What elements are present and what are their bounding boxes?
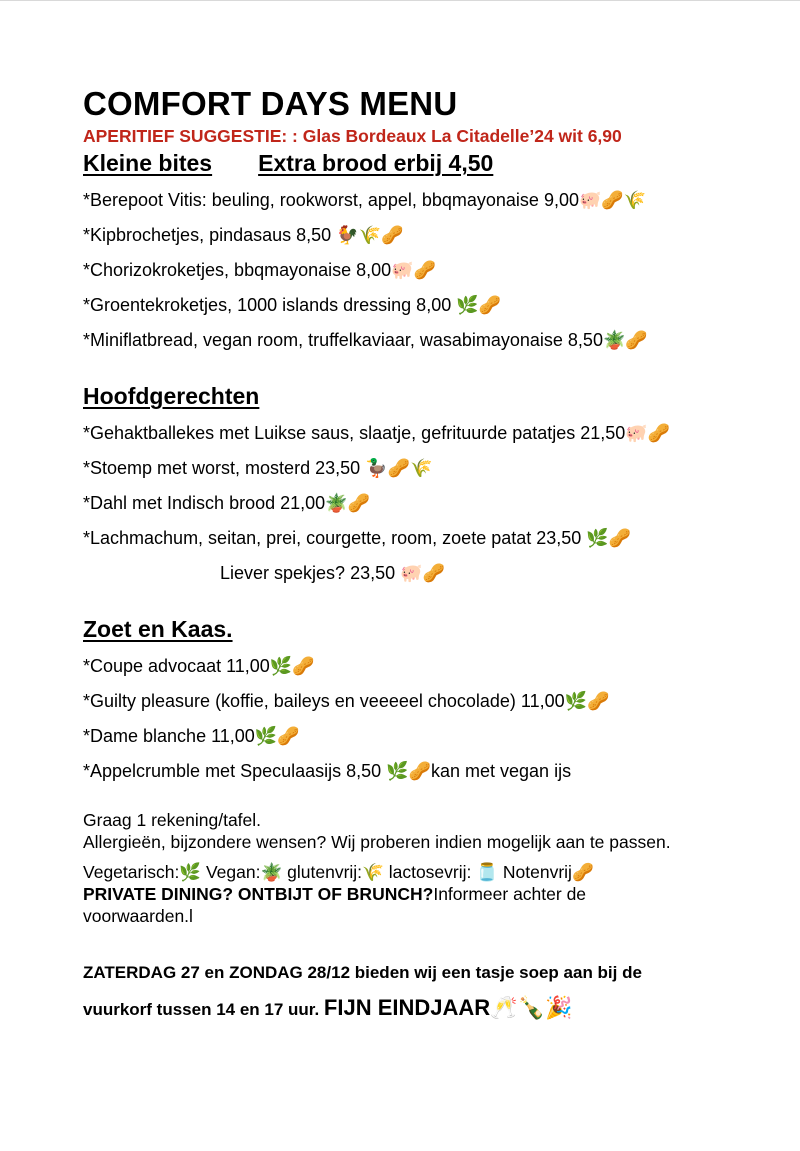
kleine-bites-list	[83, 189, 783, 352]
menu-item	[83, 224, 783, 247]
menu-item	[83, 690, 783, 713]
menu-item	[83, 760, 783, 783]
allergen-icons: 🪴🥜	[602, 330, 648, 350]
item-text: *Kipbrochetjes, pindasaus 8,50	[83, 225, 337, 245]
menu-item	[83, 457, 783, 480]
menu-item	[83, 422, 783, 445]
announcement-line1: ZATERDAG 27 en ZONDAG 28/12 bieden wij een tasje soep aan bij de	[83, 963, 642, 982]
aperitif-suggestion: APERITIEF SUGGESTIE: : Glas Bordeaux La Citadelle’24 wit 6,90	[83, 126, 622, 146]
item-text: *Groentekroketjes, 1000 islands dressing 8,00	[83, 295, 457, 315]
allergen-icons: 🌿🥜	[386, 761, 431, 781]
section-heading-hoofdgerechten: Hoofdgerechten	[83, 383, 260, 409]
allergen-icons: 🌿🥜	[254, 726, 300, 746]
item-text: *Miniflatbread, vegan room, truffelkaviaar, wasabimayonaise 8,50	[83, 330, 603, 350]
menu-item	[83, 329, 783, 352]
legend-label: glutenvrij:	[282, 862, 363, 882]
menu-item	[83, 492, 783, 515]
wheat-icon: 🌾	[362, 862, 384, 882]
announcement-line2	[83, 990, 783, 1027]
allergy-note: Allergieën, bijzondere wensen? Wij proberen indien mogelijk aan te passen.	[83, 832, 671, 852]
zoet-section	[83, 615, 783, 783]
legend-label: Vegan:	[201, 862, 261, 882]
allergen-icons: 🐖🥜🌾	[578, 190, 647, 210]
potted-plant-icon: 🪴	[260, 862, 283, 882]
item-text: *Lachmachum, seitan, prei, courgette, room, zoete patat 23,50	[83, 528, 587, 548]
peanut-icon: 🥜	[571, 862, 594, 882]
notes-block	[83, 809, 783, 927]
announcement-highlight: FIJN EINDJAAR	[323, 995, 491, 1020]
menu-title: COMFORT DAYS MENU	[83, 85, 458, 122]
menu-item	[83, 189, 783, 212]
private-dining-note-line2: voorwaarden.l	[83, 906, 193, 926]
hoofdgerechten-section	[83, 382, 783, 585]
extra-bread-label: Extra brood erbij 4,50	[258, 150, 494, 176]
item-text: *Gehaktballekes met Luikse saus, slaatje, gefrituurde patatjes 21,50	[83, 423, 626, 443]
item-text: *Guilty pleasure (koffie, baileys en veeeeel chocolade) 11,00	[83, 691, 565, 711]
allergen-icons: 🌿🥜	[586, 528, 632, 548]
item-text: *Appelcrumble met Speculaasijs 8,50	[83, 761, 387, 781]
menu-page	[83, 84, 783, 1027]
leaf-icon: 🌿	[179, 862, 202, 882]
section-heading-kleine-bites	[83, 149, 783, 177]
section-heading-zoet-en-kaas: Zoet en Kaas.	[83, 616, 233, 642]
allergen-icons: 🐖🥜	[400, 563, 445, 583]
allergen-icons: 🌿🥜	[269, 656, 315, 676]
private-dining-bold: PRIVATE DINING? ONTBIJT OF BRUNCH?	[83, 884, 434, 904]
item-text: *Coupe advocaat 11,00	[83, 656, 270, 676]
allergen-icons: 🐖🥜	[391, 260, 436, 280]
menu-item	[83, 527, 783, 550]
menu-item	[83, 655, 783, 678]
kleine-bites-label: Kleine bites	[83, 150, 213, 176]
item-text: *Dame blanche 11,00	[83, 726, 255, 746]
allergen-icons: 🌿🥜	[564, 691, 610, 711]
announcement-text: vuurkorf tussen 14 en 17 uur.	[83, 1000, 324, 1019]
allergen-icons: 🪴🥜	[325, 493, 370, 513]
legend-label: Vegetarisch:	[83, 862, 180, 882]
item-text: Liever spekjes? 23,50	[220, 563, 401, 583]
item-suffix: kan met vegan ijs	[431, 761, 572, 781]
menu-item	[83, 725, 783, 748]
legend-label: lactosevrij:	[383, 862, 477, 882]
item-text: *Berepoot Vitis: beuling, rookworst, appel, bbqmayonaise 9,00	[83, 190, 579, 210]
allergen-icons: 🐖🥜	[625, 423, 671, 443]
item-text: *Dahl met Indisch brood 21,00	[83, 493, 326, 513]
menu-item	[83, 294, 783, 317]
allergen-icons: 🐓🌾🥜	[336, 225, 404, 245]
allergen-icons: 🦆🥜🌾	[365, 458, 433, 478]
private-dining-note	[83, 883, 783, 905]
private-dining-rest: Informeer achter de	[433, 884, 587, 904]
allergen-legend	[83, 861, 783, 883]
menu-item-alternative	[83, 562, 783, 585]
legend-label: Notenvrij	[498, 862, 572, 882]
allergen-icons: 🌿🥜	[456, 295, 502, 315]
year-end-announcement	[83, 955, 783, 1027]
bill-note: Graag 1 rekening/tafel.	[83, 810, 262, 830]
top-border	[0, 0, 800, 1]
menu-item	[83, 259, 783, 282]
celebration-icons: 🥂🍾🎉	[490, 995, 573, 1020]
item-text: *Chorizokroketjes, bbqmayonaise 8,00	[83, 260, 392, 280]
item-text: *Stoemp met worst, mosterd 23,50	[83, 458, 366, 478]
jar-icon: 🫙	[476, 862, 499, 882]
